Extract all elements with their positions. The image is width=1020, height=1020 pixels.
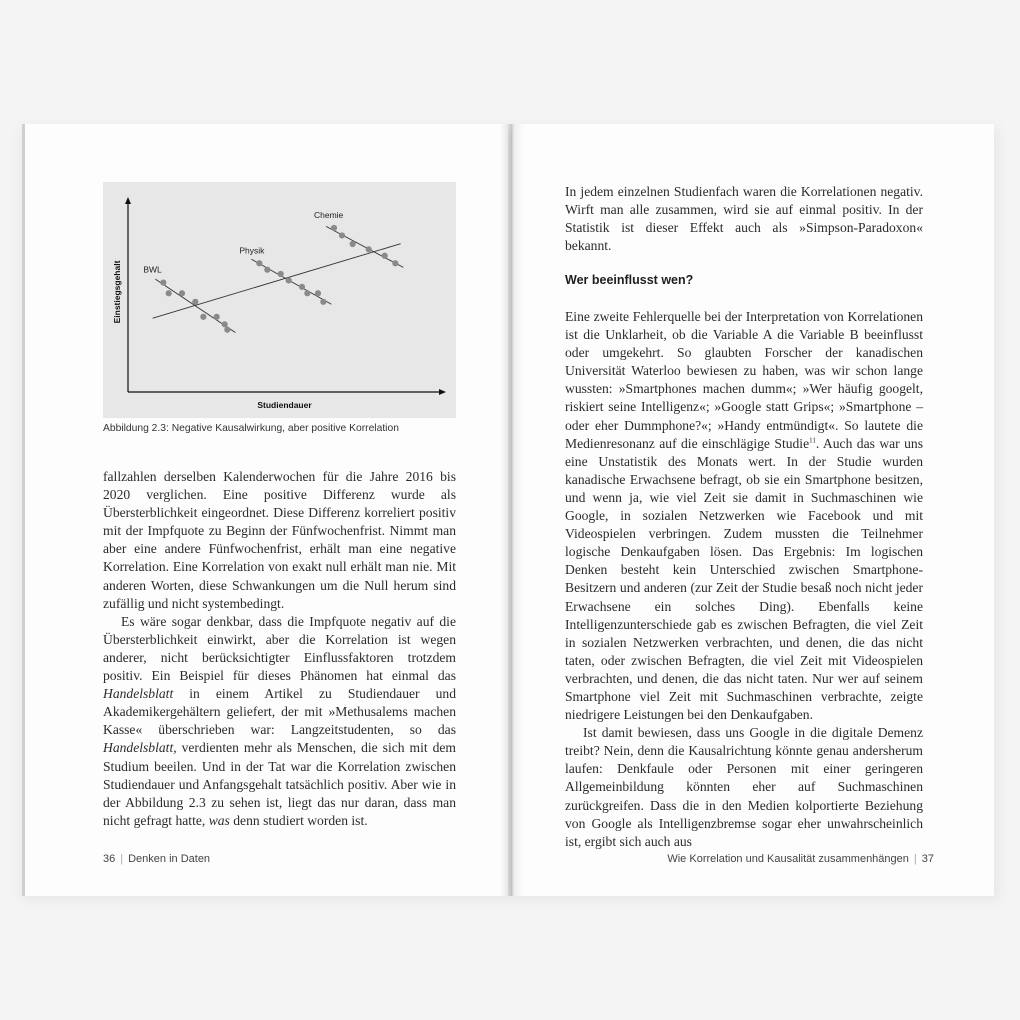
group-label-bwl: BWL bbox=[143, 264, 162, 275]
data-point-physik bbox=[315, 290, 321, 296]
data-point-bwl bbox=[222, 321, 228, 327]
page-number-left: 36 bbox=[103, 853, 116, 865]
data-point-physik bbox=[299, 284, 305, 290]
right-page-body bbox=[565, 308, 923, 851]
data-point-chemie bbox=[382, 253, 388, 259]
group-label-chemie: Chemie bbox=[314, 209, 344, 220]
running-head-left: Denken in Daten bbox=[128, 853, 211, 865]
chart-axes bbox=[125, 197, 446, 395]
data-point-physik bbox=[320, 299, 326, 305]
right-paragraph-1-rest: . Auch das war uns eine Unstatistik des Monats wert. In der Studie wurden kanadische Erwachsene befragt, ob sie ein Smartphone besitzen, und wenn ja, wie viel Zeit sie damit in Suchmaschinen wie Google, in sozialen Netzwerken wie Facebook und mit Videospielen verbringen. Zudem mussten die Teilnehmer logische Denkaufgaben lösen. Das Ergebnis: Im logischen Denken besteht kein Unterschied zwischen Smartphone-Besitzern und anderen (zur Zeit der Studie besaß noch nicht jeder Erwachsene ein solches Ding). Ebenfalls keine Intelligenzunterschiede gab es zwischen Befragten, die viel Zeit in sozialen Netzwerken verbrachten, und denen, die das nicht taten, oder zwischen Befragten, die viel Zeit mit Videospielen verbrachten, und denen, die das nicht taten. Nur wer auf seinem Smartphone viel Zeit mit Suchmaschinen verbrachte, zeigte niedrigere Leistungen bei den Denkaufgaben. bbox=[565, 435, 923, 723]
right-paragraph-2: Ist damit bewiesen, dass uns Google in die digitale Demenz treibt? Nein, denn die Kausalrichtung könnte genau andersherum laufen: Denkfaule oder Personen mit einer geringeren Allgemeinbildung könnten eher auf Suchmaschinen zurückgreifen. Dass die in den Medien kolportierte Beziehung von Google als Intelligenzbremse sogar eher unwahrscheinlich ist, ergibt sich auch aus bbox=[565, 725, 923, 849]
data-point-physik bbox=[304, 290, 310, 296]
trend-lines bbox=[153, 226, 404, 332]
page-number-right: 37 bbox=[921, 853, 934, 865]
data-point-bwl bbox=[160, 279, 166, 285]
y-axis-arrow bbox=[125, 197, 131, 204]
italic-term: Handelsblatt bbox=[103, 686, 174, 702]
scatter-chart bbox=[103, 182, 456, 418]
data-point-chemie bbox=[339, 232, 345, 238]
left-paragraph-2: Es wäre sogar denkbar, dass die Impfquote negativ auf die Übersterblichkeit einwirkt, aber die Korrelation ist wegen anderer, nicht berücksichtigter Einflussfaktoren trotzdem positiv. Ein Beispiel für dieses Phänomen hat einmal das Handelsblatt in einem Artikel zu Studiendauer und Akademikergehältern geliefert, der mit »Methusalems machen Kasse« überschrieben war: Langzeitstudenten, so das Handelsblatt, verdienten mehr als Menschen, die sich mit dem Studium beeilen. Und in der Tat war die Korrelation zwischen Studiendauer und Anfangsgehalt tatsächlich positiv. Aber wie in der Abbildung 2.3 zu sehen ist, liegt das nur daran, dass man nicht gefragt hatte, was denn studiert worden ist. bbox=[103, 613, 456, 828]
section-heading: Wer beeinflusst wen? bbox=[565, 273, 694, 287]
figure-2-3 bbox=[103, 182, 456, 418]
data-point-physik bbox=[278, 271, 284, 277]
right-paragraph-top: In jedem einzelnen Studienfach waren die Korrelationen negativ. Wirft man alle zusammen, wird sie auf einmal positiv. In der Statistik ist dieser Effekt auch als »Simpson-Paradoxon« bekannt. bbox=[565, 184, 923, 254]
x-axis-arrow bbox=[439, 389, 446, 395]
data-point-bwl bbox=[200, 314, 206, 320]
y-axis-label: Einstiegsgehalt bbox=[112, 260, 122, 324]
trend-line-chemie bbox=[326, 226, 403, 267]
chart-labels bbox=[112, 210, 344, 410]
data-point-bwl bbox=[214, 314, 220, 320]
data-point-chemie bbox=[331, 225, 337, 231]
italic-term: Handelsblatt bbox=[103, 740, 174, 756]
footnote-marker: 11 bbox=[809, 436, 816, 445]
book-gutter bbox=[500, 124, 524, 896]
x-axis-label: Studiendauer bbox=[257, 400, 312, 410]
data-point-physik bbox=[256, 260, 262, 266]
right-page-top-paragraph bbox=[565, 183, 923, 255]
trend-line-overall bbox=[153, 244, 401, 318]
footer-separator: | bbox=[913, 853, 917, 865]
running-head-right: Wie Korrelation und Kausalität zusammenhängen bbox=[667, 853, 909, 865]
data-point-bwl bbox=[192, 299, 198, 305]
data-point-bwl bbox=[166, 290, 172, 296]
data-point-bwl bbox=[224, 327, 230, 333]
data-point-chemie bbox=[350, 241, 356, 247]
data-point-chemie bbox=[366, 246, 372, 252]
right-footer bbox=[667, 853, 934, 865]
footer-separator: | bbox=[120, 853, 124, 865]
figure-caption: Abbildung 2.3: Negative Kausalwirkung, aber positive Korrelation bbox=[103, 423, 399, 434]
data-point-chemie bbox=[392, 260, 398, 266]
data-point-physik bbox=[286, 277, 292, 283]
italic-term: was bbox=[208, 812, 230, 828]
data-points bbox=[160, 225, 398, 333]
left-page-body bbox=[103, 468, 456, 830]
left-paragraph-1: fallzahlen derselben Kalenderwochen für die Jahre 2016 bis 2020 verglichen. Eine positive Differenz wurde als Übersterblichkeit eingeordnet. Diese Differenz korreliert positiv mit der Impfquote zu Beginn der Fünfwochenfrist. Nimmt man aber eine andere Fünfwochenfrist, erhält man eine negative Korrelation. Eine Korrelation von exakt null erhält man nie. Mit anderen Worten, diese Schwankungen um die Null herum sind zufällig und nicht systembedingt. bbox=[103, 469, 456, 611]
group-label-physik: Physik bbox=[239, 245, 265, 256]
data-point-bwl bbox=[179, 290, 185, 296]
right-paragraph-1-text: Eine zweite Fehlerquelle bei der Interpretation von Korrelationen ist die Unklarheit, ob die Variable A die Variable B beeinflusst oder umgekehrt. So glaubten Forscher der kanadischen Universität Waterloo bewiesen zu haben, was wir schon lange wussten: »Smartphones machen dumm«; »Wer häufig googelt, riskiert seine Intelligenz«; »Google statt Grips«; »Smartphone – oder eher Dummphone?«; »Handy entmündigt«. So lautete die Medienresonanz auf die einschlägige Studie bbox=[565, 309, 923, 451]
left-footer bbox=[103, 853, 210, 865]
data-point-physik bbox=[264, 267, 270, 273]
right-paragraph-1 bbox=[565, 308, 923, 724]
